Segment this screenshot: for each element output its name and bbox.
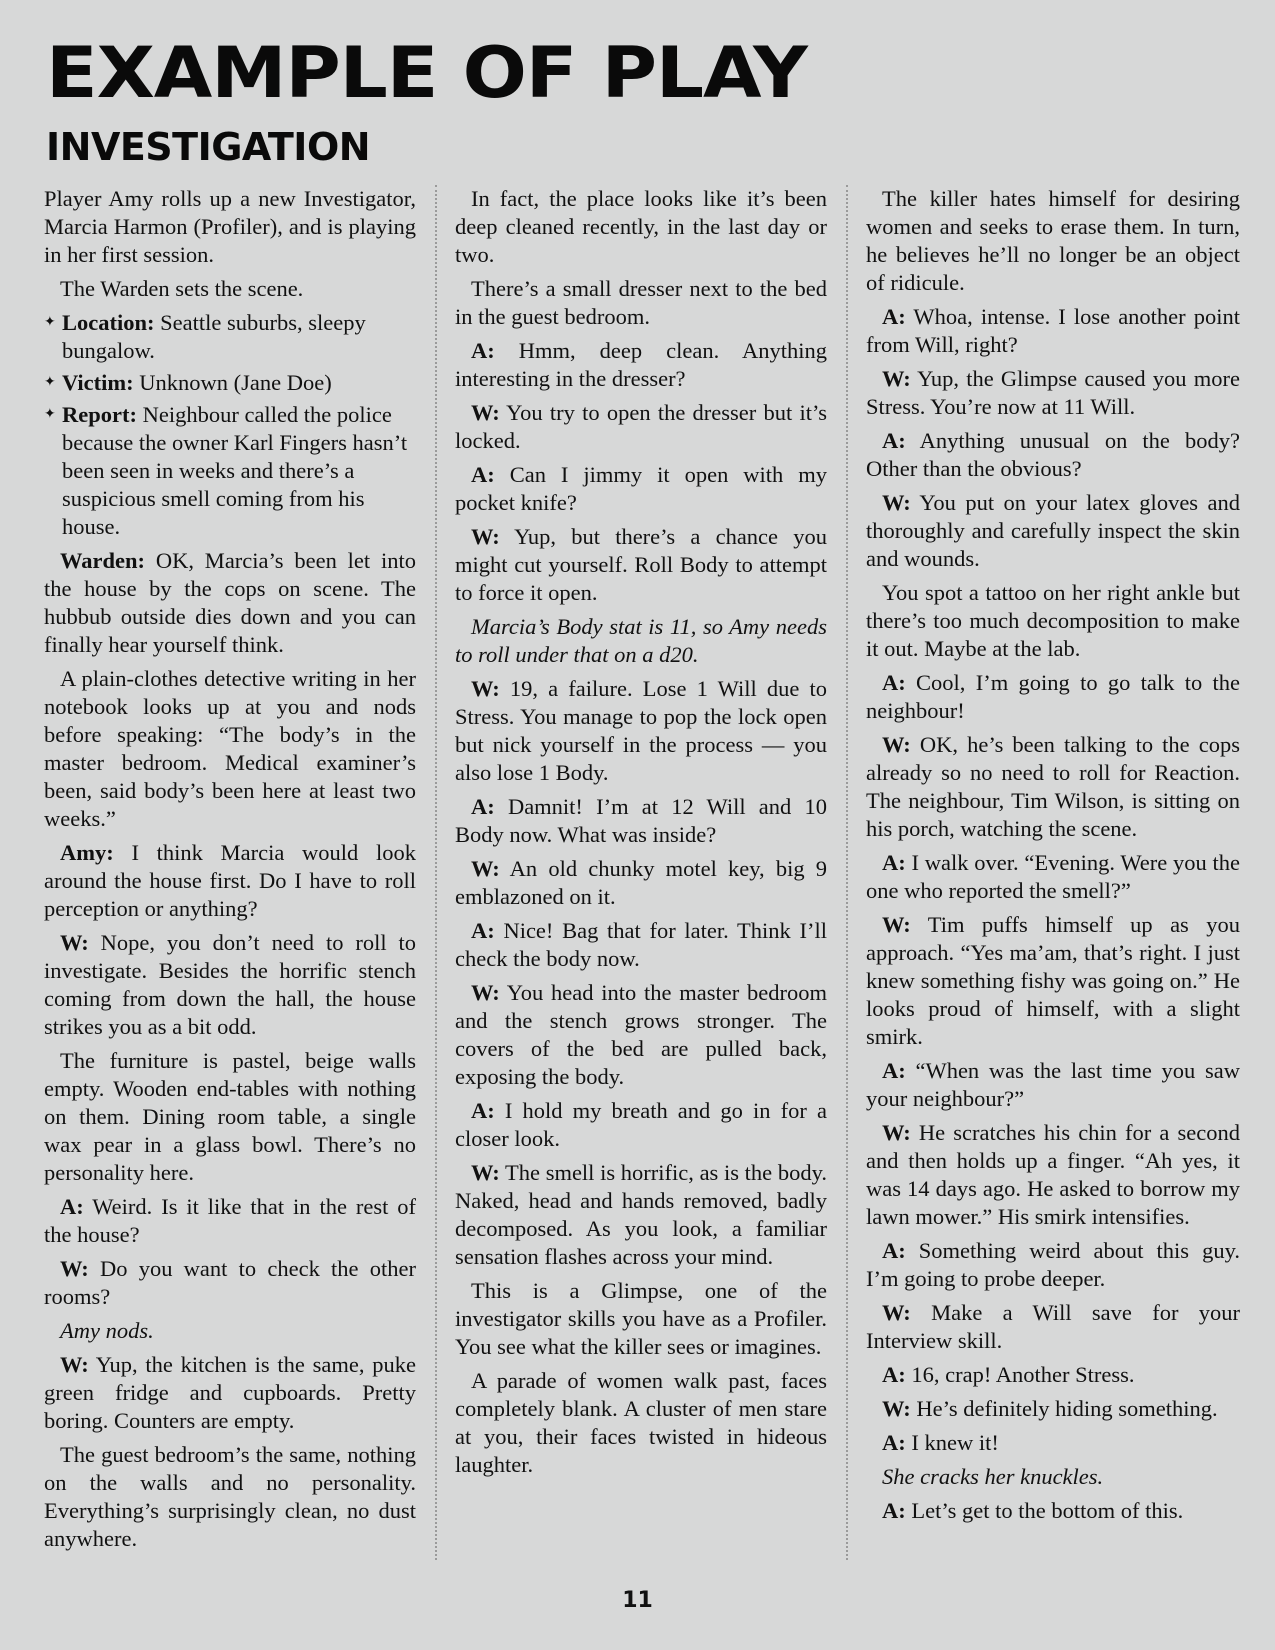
dialogue-paragraph: W: Do you want to check the other rooms? <box>44 1256 416 1309</box>
dialogue-paragraph: W: You head into the master bedroom and the stench grows stronger. The covers of the bed are pulled back, exposing the body. <box>455 980 827 1089</box>
dialogue-paragraph: A: Weird. Is it like that in the rest of the house? <box>44 1194 416 1247</box>
paragraph: You spot a tattoo on her right ankle but there’s too much decomposition to make it out. Maybe at the lab. <box>866 580 1240 661</box>
dialogue-paragraph: A: Can I jimmy it open with my pocket knife? <box>455 462 827 515</box>
dialogue-paragraph: A: Hmm, deep clean. Anything interesting in the dresser? <box>455 338 827 391</box>
dialogue-paragraph: A: Damnit! I’m at 12 Will and 10 Body now. What was inside? <box>455 794 827 847</box>
dialogue-paragraph: A: Anything unusual on the body? Other than the obvious? <box>866 428 1240 481</box>
scene-list <box>44 309 416 541</box>
column-divider <box>846 185 848 1560</box>
dialogue-paragraph: W: Make a Will save for your Interview skill. <box>866 1300 1240 1353</box>
dialogue-paragraph: W: Yup, but there’s a chance you might cut yourself. Roll Body to attempt to force it open. <box>455 524 827 605</box>
dialogue-paragraph: A: 16, crap! Another Stress. <box>882 1362 1135 1387</box>
dialogue-paragraph: A: I walk over. “Evening. Were you the one who reported the smell?” <box>866 850 1240 903</box>
text-column-1 <box>44 185 416 1560</box>
dialogue-paragraph: Warden: OK, Marcia’s been let into the house by the cops on scene. The hubbub outside dies down and you can finally hear yourself think. <box>44 548 416 657</box>
paragraph: The Warden sets the scene. <box>60 276 304 301</box>
diamond-bullet-icon: ✦ <box>44 315 56 330</box>
paragraph: This is a Glimpse, one of the investigator skills you have as a Profiler. You see what the killer sees or imagines. <box>455 1278 827 1359</box>
dialogue-paragraph: A: Let’s get to the bottom of this. <box>882 1498 1184 1523</box>
dialogue-paragraph: A: Something weird about this guy. I’m going to probe deeper. <box>866 1238 1240 1291</box>
paragraph: The killer hates himself for desiring women and seeks to erase them. In turn, he believes he’ll no longer be an object of ridicule. <box>866 186 1240 295</box>
action-note: Amy nods. <box>60 1318 154 1343</box>
dialogue-paragraph: W: He’s definitely hiding something. <box>882 1396 1218 1421</box>
text-column-3 <box>866 185 1240 1560</box>
dialogue-paragraph: A: “When was the last time you saw your neighbour?” <box>866 1058 1240 1111</box>
paragraph: There’s a small dresser next to the bed in the guest bedroom. <box>455 276 827 329</box>
dialogue-paragraph: W: Tim puffs himself up as you approach. “Yes ma’am, that’s right. I just knew something fishy was going on.” He looks proud of himself, with a slight smirk. <box>866 912 1240 1049</box>
dialogue-paragraph: A: Nice! Bag that for later. Think I’ll check the body now. <box>455 918 827 971</box>
dialogue-paragraph: W: You put on your latex gloves and thoroughly and carefully inspect the skin and wounds. <box>866 490 1240 571</box>
page-number: 11 <box>622 1588 653 1613</box>
action-note: She cracks her knuckles. <box>882 1464 1104 1489</box>
dialogue-paragraph: W: 19, a failure. Lose 1 Will due to Stress. You manage to pop the lock open but nick yourself in the process — you also lose 1 Body. <box>455 676 827 785</box>
dialogue-paragraph: W: OK, he’s been talking to the cops already so no need to roll for Reaction. The neighbour, Tim Wilson, is sitting on his porch, watching the scene. <box>866 732 1240 841</box>
dialogue-paragraph: A: Cool, I’m going to go talk to the neighbour! <box>866 670 1240 723</box>
dialogue-paragraph: W: Yup, the kitchen is the same, puke green fridge and cupboards. Pretty boring. Counters are empty. <box>44 1352 416 1433</box>
section-heading: INVESTIGATION <box>46 125 371 169</box>
dialogue-paragraph: W: Yup, the Glimpse caused you more Stress. You’re now at 11 Will. <box>866 366 1240 419</box>
dialogue-paragraph: A: Whoa, intense. I lose another point from Will, right? <box>866 304 1240 357</box>
paragraph: Player Amy rolls up a new Investigator, Marcia Harmon (Profiler), and is playing in her first session. <box>44 186 416 267</box>
text-column-2 <box>455 185 827 1560</box>
dialogue-paragraph: W: The smell is horrific, as is the body. Naked, head and hands removed, badly decomposed. As you look, a familiar sensation flashes across your mind. <box>455 1160 827 1269</box>
diamond-bullet-icon: ✦ <box>44 375 56 390</box>
dialogue-paragraph: A: I hold my breath and go in for a closer look. <box>455 1098 827 1151</box>
paragraph: The guest bedroom’s the same, nothing on the walls and no personality. Everything’s surprisingly clean, no dust anywhere. <box>44 1442 416 1551</box>
dialogue-paragraph: W: He scratches his chin for a second and then holds up a finger. “Ah yes, it was 14 days ago. He asked to borrow my lawn mower.” His smirk intensifies. <box>866 1120 1240 1229</box>
list-item: ✦ Report: Neighbour called the police because the owner Karl Fingers hasn’t been seen in weeks and there’s a suspicious smell coming from his house. <box>44 402 408 539</box>
dialogue-paragraph: W: Nope, you don’t need to roll to investigate. Besides the horrific stench coming from down the hall, the house strikes you as a bit odd. <box>44 930 416 1039</box>
dialogue-paragraph: Amy: I think Marcia would look around the house first. Do I have to roll perception or anything? <box>44 840 416 921</box>
paragraph: A plain-clothes detective writing in her notebook looks up at you and nods before speaking: “The body’s in the master bedroom. Medical examiner’s been, said body’s been here at least two weeks.” <box>44 666 416 831</box>
paragraph: In fact, the place looks like it’s been deep cleaned recently, in the last day or two. <box>455 186 827 267</box>
page-title: EXAMPLE OF PLAY <box>46 32 807 114</box>
diamond-bullet-icon: ✦ <box>44 407 56 422</box>
list-item: ✦ Victim: Unknown (Jane Doe) <box>44 370 332 395</box>
dialogue-paragraph: W: You try to open the dresser but it’s locked. <box>455 400 827 453</box>
paragraph: A parade of women walk past, faces completely blank. A cluster of men stare at you, their faces twisted in hideous laughter. <box>455 1368 827 1477</box>
dialogue-paragraph: A: I knew it! <box>882 1430 999 1455</box>
paragraph: The furniture is pastel, beige walls empty. Wooden end-tables with nothing on them. Dining room table, a single wax pear in a glass bowl. There’s no personality here. <box>44 1048 416 1185</box>
dialogue-paragraph: W: An old chunky motel key, big 9 emblazoned on it. <box>455 856 827 909</box>
rules-note: Marcia’s Body stat is 11, so Amy needs to roll under that on a d20. <box>455 614 827 667</box>
column-divider <box>435 185 437 1560</box>
list-item: ✦ Location: Seattle suburbs, sleepy bungalow. <box>44 310 366 363</box>
